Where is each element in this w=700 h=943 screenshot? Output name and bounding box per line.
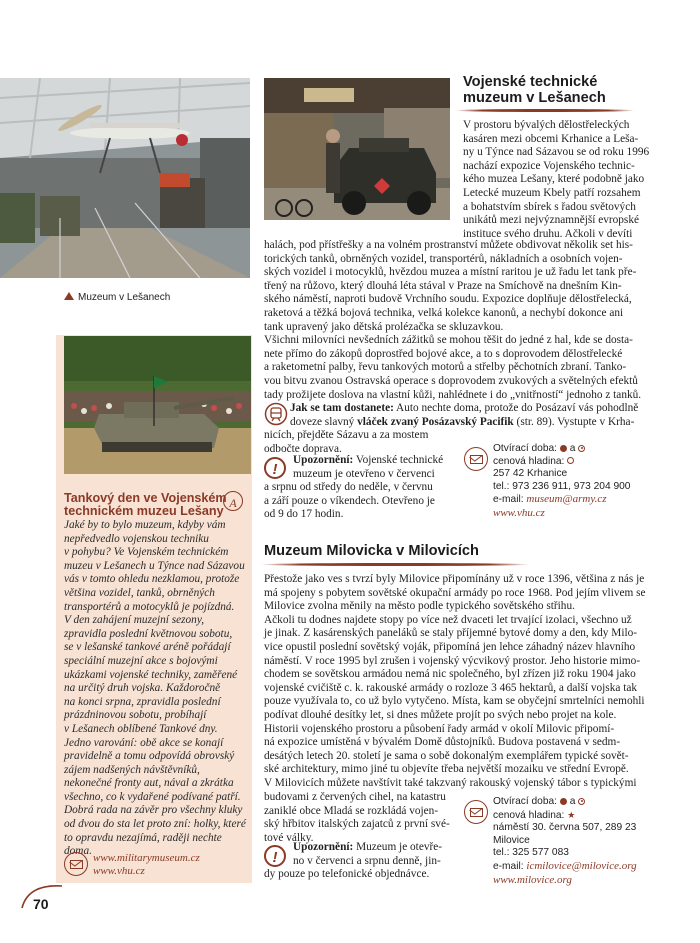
train-name: vláček zvaný Posázavský Pacifik [357,415,514,428]
text-line: na konci srpna, zpravidla poslední [64,695,221,708]
text-line: zpravidla poslední květnovou sobotu, [64,627,233,640]
price-label: cenová hladina: [493,455,565,467]
season-partial-icon [578,798,585,805]
text-line: doveze slavný [290,415,358,428]
text-line: třený na růžovo, který dlouhá léta stával v Praze na Smíchově na dnešním Kin- [264,279,622,292]
mail-icon [464,447,488,471]
sidebar-title-line2: technickém muzeu Lešany [64,504,224,518]
text-line: má spojeny s pobytem sovětské okupační armády po roce 1968. Pod jejím vlivem se [264,586,646,599]
hours-connector: a [569,443,576,454]
text-line: a raketometní palby, řevu tankových motorů a střelby pěchotních zbraní. Tanko- [264,361,627,374]
warning-label: Upozornění: [293,454,354,466]
text-line: kého muzea Lešany, které podobně jako [463,173,645,186]
text-line: to opravdu nezajímá, raději nechte doma. [64,831,222,858]
text-line: muzeu v Lešanech u Týnce nad Sázavou [64,559,245,572]
text-line: pouze využívala to, co už bylo vytyčeno. Místa, kam se obyčejní smrtelníci nemohli [264,695,645,708]
phone: tel.: 325 577 083 [493,847,569,859]
sidebar-title-line1: Tankový den ve Vojenském [64,491,227,505]
warning-icon: ! [264,845,286,867]
warning-icon: ! [264,457,286,479]
text-line: odbočte doprava. [264,442,342,455]
text-line: od dvou do sta let proto zní: holky, které [64,818,246,831]
text-line: Jaké by to bylo muzeum, kdyby vám [64,519,226,531]
text-line: Historii vojenského prostoru a působení řady armád v okolí Milovic připomí- [264,722,615,735]
text-line: torických tanků, obrněných vozidel, transportérů, nákladních a osobních vojen- [264,252,623,265]
price-level-icon [567,457,574,464]
museum1-title-line1: Vojenské technické [463,74,598,90]
car-exhibit-photo [264,78,450,220]
tank-day-photo [64,336,251,474]
text-line: chodem se sovětskou armádou nemá nic společného, byl zřízen již roku 1904 jako [264,668,636,681]
text-line: Ačkoli tu dodnes najdete stopy po více než dvaceti let trvající izolaci, všechno už [264,613,632,626]
text-line: ských vozidel i motocyklů, hvězdou muzea a místní raritou je už řadu let tank pře- [264,266,637,279]
season-full-icon [560,445,567,452]
text-line: a bohatstvím sbírek s řadou světových [463,200,636,213]
museum1-info [493,443,663,520]
caption-triangle-icon [64,292,74,300]
text-line: kasáren mezi obcemi Krhanice a Leša- [463,132,639,145]
tram-icon [264,402,288,426]
sidebar-mail-icon [64,852,88,876]
text-line: nete přímo do zákopů doprostřed bojové akce, a to s doprovodem dělostřelecké [264,347,623,360]
text-line: Jedno varování: obě akce se konají [64,736,224,749]
text-line: podívat dlouhé desítky let, si dnes můžete projít po svých nebo projet na kole. [264,708,617,721]
phone: tel.: 973 236 911, 973 204 900 [493,480,631,492]
museum1-intro-text [463,119,651,241]
text-line: a září pouze o víkendech. Otevřeno je [264,494,435,507]
text-line: Dobrá rada na závěr pro všechny kluky [64,804,243,817]
text-line: muzeum je otevřeno v červenci [293,467,435,480]
museum2-title: Muzeum Milovicka v Milovicích [264,543,479,559]
text-line: a srpnu od středy do neděle, v červnu [264,481,433,494]
text-line: většina vozidel, tanků, obrněných [64,586,215,599]
text-line: ského náměstí, naproti budově Vrchního soudu. Expozice doplňuje dělostřelecká, [264,293,632,306]
badge-letter: A [229,496,237,510]
sidebar-website-link-2[interactable]: www.vhu.cz [93,865,145,877]
text-line: všechno, co k vydařené podívané patří. [64,790,241,803]
museum1-warning [264,454,454,522]
text-line: Milovice zvolna měnily na město podle typického sovětského střihu. [264,600,575,613]
text-line: V prostoru bývalých dělostřeleckých [463,119,630,131]
text-line: na určitý druh vojska. Každoročně [64,682,221,695]
museum2-warning [264,841,454,882]
museum2-narrow-text [264,791,452,845]
hours-label: Otvírací doba: [493,796,557,807]
price-label: cenová hladina: [493,809,565,821]
category-badge-icon [223,491,243,511]
price-star-icon: ★ [567,809,576,820]
season-partial-icon [578,445,585,452]
text-line: halách, pod přístřešky a na volném prostranství můžete obdivovat několik set his- [264,239,633,251]
text-line: zájem nadšených návštěvníků, [64,763,200,776]
text-line: Auto nechte doma, protože do Posázaví vás pohodlně [393,402,639,414]
text-line: zaniklé obce Mladá se rozkládá vojen- [264,804,439,817]
text-line: transportérů a motocyklů je pojízdná. [64,600,235,613]
getting-there-label: Jak se tam dostanete: [290,402,394,414]
museum2-info [493,796,668,886]
text-line: v Lešanech oblíbené Tankové dny. [64,722,218,735]
text-line: prázdninovou sobotu, probíhají [64,709,207,722]
text-line: ny u Týnce nad Sázavou se od roku 1996 [463,146,650,159]
email-link[interactable]: museum@army.cz [526,493,607,506]
text-line: no v červenci a srpnu denně, jin- [293,854,441,867]
text-line: náměstí. V roce 1995 byl zrušen i vojenský výcvikový prostor. Jeho historie mimo- [264,654,641,667]
text-line: ná expozice umístěná v bývalém Domě důstojníků. Budova postavená v sedm- [264,736,621,749]
text-line: vice opustil poslední sovětský voják, připomíná jen lehce záhadný název hlavního [264,640,636,653]
text-line: v pohybu? Ve Vojenském technickém [64,546,229,559]
sidebar-website-link-1[interactable]: www.militarymuseum.cz [93,852,200,864]
address: 257 42 Krhanice [493,468,568,480]
text-line: dy pouze po telefonické objednávce. [264,868,430,881]
address: náměstí 30. června 507, 289 23 Milovice [493,822,637,846]
warning-label: Upozornění: [293,841,354,853]
text-line: tové války. [264,831,314,844]
text-line: tady prožijete doslova na vlastní kůži, nahlédnete i do „vnitřností“ jednoho z tanků. [264,388,642,401]
text-line: ský hřbitov italských zajatců z první své- [264,818,450,831]
text-line: speciální muzejní akce s bojovými [64,654,218,667]
email-link[interactable]: icmilovice@milovice.org [526,859,637,872]
text-line: vojenské cvičiště c. k. rakouské armády o rozloze 3 465 hektarů, a další vojska tak [264,681,637,694]
title-underline [260,563,530,566]
text-line: ské architektury, mimo jiné tu objevíte třeba největší mozaiku ve střední Evropě. [264,763,629,776]
text-line: nekonečné fronty aut, nával a zkrátka [64,777,234,790]
text-line: Muzeum je otevře- [353,841,443,853]
museum1-title-line2: muzeum v Lešanech [463,90,606,106]
text-line: Všichni milovníci nevšedních zážitků se mohou těšit do jedné z hal, kde se dosta- [264,334,633,347]
text-line: tank upravený jako dětská prolézačka se skluzavkou. [264,320,504,333]
text-line: nepředvedlo vojenskou techniku [64,532,209,545]
photo-caption [64,292,170,303]
text-line: vou bitvu zvanou Ostravská operace s doprovodem zvukových a světelných efektů [264,374,638,387]
text-line: Letecké muzeum Kbely patří rozsahem [463,186,641,199]
text-line: instituce svého druhu. Ačkoli v devíti [463,227,633,240]
museum2-body-text [264,573,651,791]
season-full-icon [560,798,567,805]
text-line: vás v tomto ohledu nezklamou, protože [64,573,240,586]
hours-label: Otvírací doba: [493,443,557,454]
museum1-body-text [264,239,651,402]
text-line: V Milovicích můžete navštívit také takzvaný rakouský vojenský tábor s typickými [264,776,637,789]
text-line: unikátů mezi nejvýznamnější evropské [463,214,639,227]
text-line: pravidelně a tomu odpovídá obrovský [64,750,235,763]
text-line: od 9 do 17 hodin. [264,508,344,521]
title-underline [455,109,635,112]
mail-icon [464,800,488,824]
email-label: e-mail: [493,860,524,872]
text-line: (str. 89). Vystupte v Krha- [513,415,635,428]
museum-hall-photo [0,78,250,278]
text-line: se v lešanské tankové aréně pořádají [64,641,231,654]
sidebar-text [64,519,252,859]
caption-text: Muzeum v Lešanech [78,292,171,303]
text-line: nachází expozice Vojenského technic- [463,159,635,172]
text-line: Vojenské technické [353,454,444,466]
email-label: e-mail: [493,494,524,506]
text-line: ukázkami vojenské techniky, zaměřené [64,668,238,681]
text-line: Přestože jako ves s tvrzí byly Milovice připomínány už v roce 1396, většina z nás je [264,573,645,585]
text-line: nicích, přejděte Sázavu a za mostem [264,429,429,442]
text-line: je jinak. Z kasárenských paneláků se staly příjemné bytové domy a den, kdy Milo- [264,627,638,640]
hours-connector: a [569,796,576,807]
text-line: V den zahájení muzejní sezony, [64,614,205,627]
text-line: budovami z červených cihel, na katastru [264,791,446,803]
page-number: 70 [33,896,49,912]
text-line: desátých letech 20. století je sama o sobě dokonalým exemplářem typické sovět- [264,749,629,762]
text-line: raketová a těžká bojová technika, velká kolekce kanonů, a nechybí dokonce ani [264,306,624,319]
website-link[interactable]: www.vhu.cz [493,506,545,519]
website-link[interactable]: www.milovice.org [493,873,572,886]
